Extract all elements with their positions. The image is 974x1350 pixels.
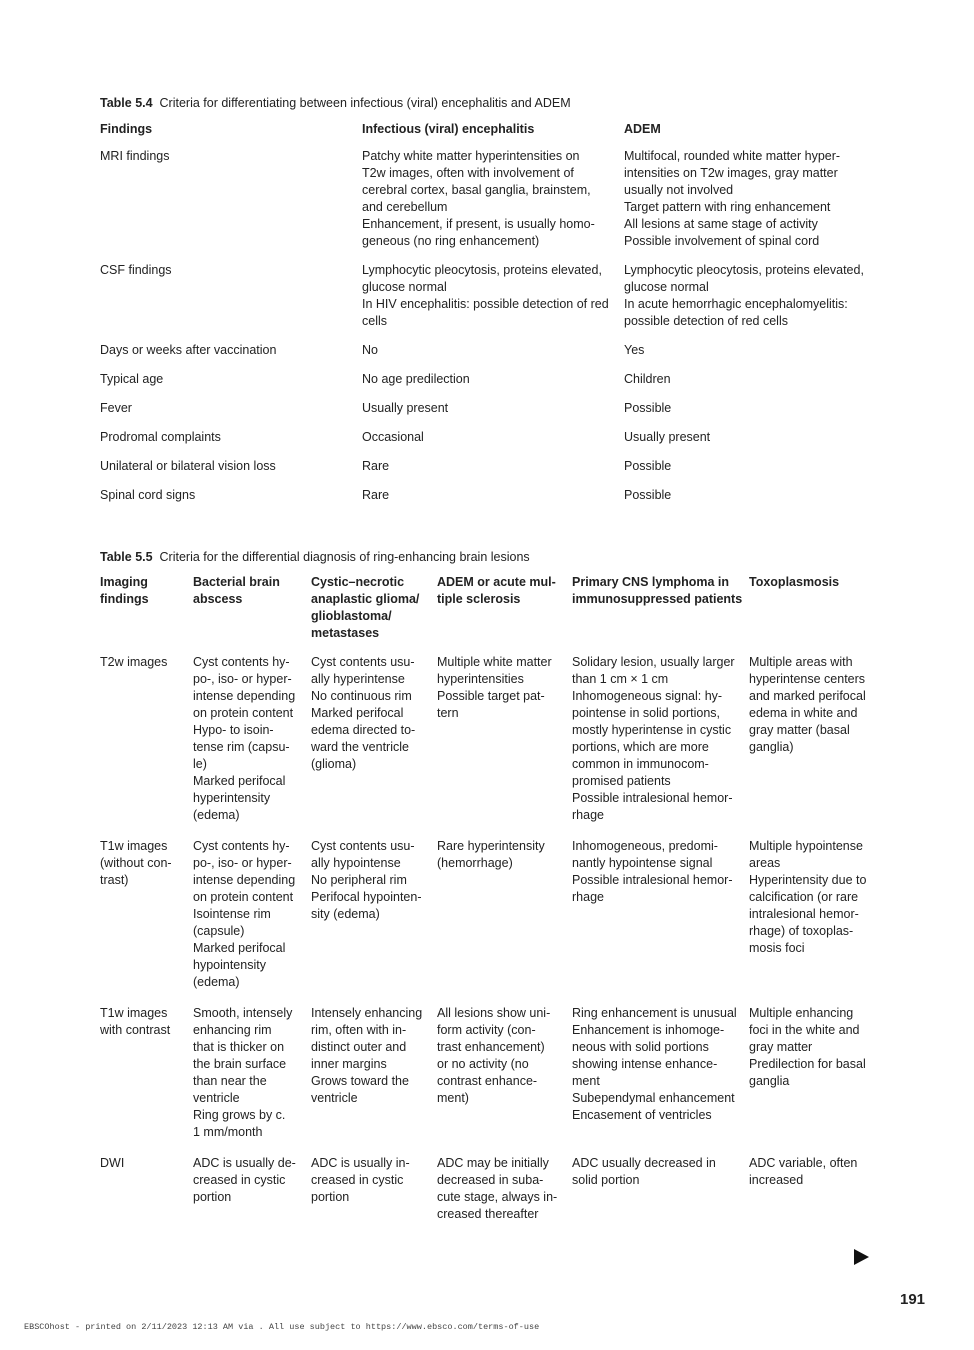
cell-text-line: Encasement of ventricles: [572, 1108, 712, 1122]
cell-text-line: solid portion: [572, 1173, 640, 1187]
table-row: [100, 148, 890, 262]
cell-text-line: Possible: [624, 401, 672, 415]
table-cell: [624, 342, 890, 371]
cell-text-line: No continuous rim: [311, 689, 412, 703]
table-cell: [362, 371, 624, 400]
cell-text-line: ment): [437, 1091, 469, 1105]
cell-text-line: common in immunocom-: [572, 757, 709, 771]
cell-text-line: 1 mm/month: [193, 1125, 263, 1139]
table-cell: [362, 400, 624, 429]
cell-text-line: abscess: [193, 592, 243, 606]
cell-text-line: Fever: [100, 401, 132, 415]
cell-text-line: edema in white and: [749, 706, 858, 720]
table-header-row: [100, 121, 890, 148]
cell-text-line: (without con-: [100, 856, 172, 870]
cell-text-line: pointense in solid portions,: [572, 706, 721, 720]
cell-text-line: trast enhancement): [437, 1040, 545, 1054]
cell-text-line: mosis foci: [749, 941, 805, 955]
cell-text-line: Possible target pat-: [437, 689, 545, 703]
cell-text-line: sity (edema): [311, 907, 380, 921]
cell-text-line: than 1 cm × 1 cm: [572, 672, 669, 686]
cell-text-line: calcification (or rare: [749, 890, 859, 904]
cell-text-line: Children: [624, 372, 671, 386]
table-5-5-caption: [100, 550, 530, 564]
cell-text-line: gray matter: [749, 1040, 813, 1054]
column-header: [437, 574, 572, 654]
column-header: [572, 574, 749, 654]
cell-text-line: cerebral cortex, basal ganglia, brainstem,: [362, 183, 591, 197]
cell-text-line: Marked perifocal: [311, 706, 404, 720]
cell-text-line: Bacterial brain: [193, 575, 280, 589]
table-cell: [311, 1155, 437, 1237]
table-cell: [572, 1155, 749, 1237]
cell-text-line: hyperintensities: [437, 672, 524, 686]
table-cell: [437, 654, 572, 838]
column-header: [193, 574, 311, 654]
table-row: [100, 654, 890, 838]
cell-text-line: cells: [362, 314, 388, 328]
cell-text-line: po-, iso- or hyper-: [193, 672, 292, 686]
column-header: Findings: [100, 122, 153, 136]
cell-text-line: mostly hyperintense in cystic: [572, 723, 732, 737]
column-header: Infectious (viral) encephalitis: [362, 122, 535, 136]
cell-text-line: immunosuppressed patients: [572, 592, 743, 606]
cell-text-line: Grows toward the: [311, 1074, 409, 1088]
cell-text-line: edema directed to-: [311, 723, 416, 737]
cell-text-line: Ring enhancement is unusual: [572, 1006, 737, 1020]
cell-text-line: (edema): [193, 808, 240, 822]
table-cell: [624, 371, 890, 400]
table-cell: [311, 838, 437, 1005]
table-cell: [624, 487, 890, 516]
cell-text-line: with contrast: [100, 1023, 171, 1037]
table-cell: [193, 838, 311, 1005]
cell-text-line: portions, which are more: [572, 740, 709, 754]
table-row: [100, 487, 890, 516]
table-row: [100, 342, 890, 371]
table-cell: [100, 1005, 193, 1155]
table-cell: [749, 654, 890, 838]
cell-text-line: No peripheral rim: [311, 873, 407, 887]
cell-text-line: Multiple areas with: [749, 655, 853, 669]
table-5-4: [100, 121, 890, 516]
cell-text-line: ADC is usually in-: [311, 1156, 410, 1170]
table-cell: [749, 838, 890, 1005]
table-cell: [749, 1155, 890, 1237]
table-cell: [624, 429, 890, 458]
cell-text-line: No age predilection: [362, 372, 470, 386]
cell-text-line: CSF findings: [100, 263, 172, 277]
page-number: 191: [900, 1291, 926, 1308]
cell-text-line: (glioma): [311, 757, 357, 771]
table-caption-text: Criteria for the differential diagnosis of ring-enhancing brain lesions: [159, 550, 530, 564]
table-cell: [100, 429, 362, 458]
cell-text-line: Ring grows by c.: [193, 1108, 286, 1122]
cell-text-line: nantly hypointense signal: [572, 856, 713, 870]
cell-text-line: areas: [749, 856, 781, 870]
column-header: [311, 574, 437, 654]
cell-text-line: that is thicker on: [193, 1040, 285, 1054]
cell-text-line: T2w images: [100, 655, 168, 669]
cell-text-line: on protein content: [193, 890, 294, 904]
cell-text-line: Perifocal hypointen-: [311, 890, 422, 904]
triangle-right-icon: [854, 1249, 869, 1265]
cell-text-line: ally hyperintense: [311, 672, 405, 686]
cell-text-line: Multifocal, rounded white matter hyper-: [624, 149, 841, 163]
cell-text-line: No: [362, 343, 378, 357]
cell-text-line: le): [193, 757, 207, 771]
table-cell: [749, 1005, 890, 1155]
table-cell: [624, 458, 890, 487]
cell-text-line: T1w images: [100, 1006, 168, 1020]
table-header-row: [100, 574, 890, 654]
cell-text-line: Solidary lesion, usually larger: [572, 655, 735, 669]
cell-text-line: and cerebellum: [362, 200, 448, 214]
cell-text-line: Rare hyperintensity: [437, 839, 545, 853]
cell-text-line: increased: [749, 1173, 804, 1187]
cell-text-line: Primary CNS lymphoma in: [572, 575, 729, 589]
table-5-4-caption: [100, 96, 571, 110]
cell-text-line: tiple sclerosis: [437, 592, 521, 606]
table-row: [100, 262, 890, 342]
cell-text-line: Cyst contents hy-: [193, 655, 290, 669]
cell-text-line: Patchy white matter hyperintensities on: [362, 149, 580, 163]
cell-text-line: Hypo- to isoin-: [193, 723, 274, 737]
cell-text-line: enhancing rim: [193, 1023, 272, 1037]
cell-text-line: neous with solid portions: [572, 1040, 709, 1054]
cell-text-line: hyperintense centers: [749, 672, 866, 686]
table-row: [100, 371, 890, 400]
table-cell: [193, 1155, 311, 1237]
cell-text-line: or no activity (no: [437, 1057, 529, 1071]
cell-text-line: Usually present: [624, 430, 711, 444]
cell-text-line: ventricle: [193, 1091, 240, 1105]
cell-text-line: Typical age: [100, 372, 164, 386]
cell-text-line: on protein content: [193, 706, 294, 720]
cell-text-line: portion: [193, 1190, 232, 1204]
cell-text-line: Enhancement, if present, is usually homo-: [362, 217, 595, 231]
table-cell: [572, 838, 749, 1005]
cell-text-line: tern: [437, 706, 459, 720]
cell-text-line: Cyst contents hy-: [193, 839, 290, 853]
cell-text-line: creased thereafter: [437, 1207, 539, 1221]
cell-text-line: Intensely enhancing: [311, 1006, 423, 1020]
cell-text-line: hypointensity: [193, 958, 266, 972]
cell-text-line: Inhomogeneous signal: hy-: [572, 689, 723, 703]
table-cell: [100, 148, 362, 262]
table-cell: [362, 487, 624, 516]
cell-text-line: Possible involvement of spinal cord: [624, 234, 820, 248]
cell-text-line: ally hypointense: [311, 856, 401, 870]
table-cell: [362, 429, 624, 458]
cell-text-line: anaplastic glioma/: [311, 592, 420, 606]
cell-text-line: Yes: [624, 343, 645, 357]
cell-text-line: MRI findings: [100, 149, 170, 163]
cell-text-line: Imaging: [100, 575, 148, 589]
cell-text-line: findings: [100, 592, 149, 606]
table-cell: [572, 654, 749, 838]
column-header: [749, 574, 890, 654]
cell-text-line: Possible: [624, 488, 672, 502]
table-row: [100, 400, 890, 429]
table-number: Table 5.5: [100, 550, 153, 564]
table-cell: [100, 487, 362, 516]
cell-text-line: than near the: [193, 1074, 267, 1088]
cell-text-line: T2w images, often with involvement of: [362, 166, 574, 180]
cell-text-line: ADC may be initially: [437, 1156, 549, 1170]
cell-text-line: ADC variable, often: [749, 1156, 858, 1170]
table-row: [100, 838, 890, 1005]
cell-text-line: Inhomogeneous, predomi-: [572, 839, 718, 853]
cell-text-line: Rare: [362, 459, 390, 473]
cell-text-line: Lymphocytic pleocytosis, proteins elevated,: [362, 263, 602, 277]
cell-text-line: showing intense enhance-: [572, 1057, 718, 1071]
cell-text-line: Cyst contents usu-: [311, 839, 415, 853]
print-footer: EBSCOhost - printed on 2/11/2023 12:13 AM via . All use subject to https://www.ebsco.com/terms-of-use: [24, 1322, 540, 1332]
cell-text-line: Possible: [624, 459, 672, 473]
table-cell: [624, 262, 890, 342]
cell-text-line: Rare: [362, 488, 390, 502]
cell-text-line: Marked perifocal: [193, 941, 286, 955]
cell-text-line: Smooth, intensely: [193, 1006, 293, 1020]
cell-text-line: creased in cystic: [193, 1173, 286, 1187]
table-cell: [193, 1005, 311, 1155]
cell-text-line: rhage: [572, 808, 604, 822]
cell-text-line: ganglia): [749, 740, 794, 754]
cell-text-line: Toxoplasmosis: [749, 575, 840, 589]
cell-text-line: tense rim (capsu-: [193, 740, 290, 754]
cell-text-line: promised patients: [572, 774, 671, 788]
table-cell: [437, 1005, 572, 1155]
cell-text-line: ADEM or acute mul-: [437, 575, 556, 589]
cell-text-line: metastases: [311, 626, 380, 640]
cell-text-line: rhage: [572, 890, 604, 904]
cell-text-line: glioblastoma/: [311, 609, 392, 623]
cell-text-line: glucose normal: [624, 280, 709, 294]
cell-text-line: Subependymal enhancement: [572, 1091, 735, 1105]
cell-text-line: geneous (no ring enhancement): [362, 234, 540, 248]
cell-text-line: Lymphocytic pleocytosis, proteins elevated,: [624, 263, 864, 277]
cell-text-line: Possible intralesional hemor-: [572, 873, 733, 887]
cell-text-line: hyperintensity: [193, 791, 271, 805]
cell-text-line: Possible intralesional hemor-: [572, 791, 733, 805]
table-row: [100, 429, 890, 458]
cell-text-line: ward the ventricle: [311, 740, 409, 754]
cell-text-line: Cystic–necrotic: [311, 575, 405, 589]
cell-text-line: cute stage, always in-: [437, 1190, 558, 1204]
cell-text-line: the brain surface: [193, 1057, 287, 1071]
cell-text-line: foci in the white and: [749, 1023, 860, 1037]
cell-text-line: possible detection of red cells: [624, 314, 788, 328]
cell-text-line: Marked perifocal: [193, 774, 286, 788]
table-cell: [437, 1155, 572, 1237]
cell-text-line: In acute hemorrhagic encephalomyelitis:: [624, 297, 848, 311]
cell-text-line: po-, iso- or hyper-: [193, 856, 292, 870]
cell-text-line: Predilection for basal: [749, 1057, 866, 1071]
column-header: ADEM: [624, 122, 661, 136]
table-cell: [100, 654, 193, 838]
cell-text-line: form activity (con-: [437, 1023, 536, 1037]
table-row: [100, 458, 890, 487]
cell-text-line: ADC usually decreased in: [572, 1156, 716, 1170]
table-cell: [362, 458, 624, 487]
cell-text-line: decreased in suba-: [437, 1173, 544, 1187]
cell-text-line: intense depending: [193, 873, 296, 887]
cell-text-line: ventricle: [311, 1091, 358, 1105]
table-5-5: [100, 574, 890, 1237]
cell-text-line: rim, often with in-: [311, 1023, 407, 1037]
table-cell: [100, 838, 193, 1005]
cell-text-line: Usually present: [362, 401, 449, 415]
cell-text-line: In HIV encephalitis: possible detection of red: [362, 297, 609, 311]
cell-text-line: T1w images: [100, 839, 168, 853]
cell-text-line: portion: [311, 1190, 350, 1204]
table-cell: [100, 400, 362, 429]
column-header: [100, 574, 193, 654]
cell-text-line: Multiple hypointense: [749, 839, 863, 853]
cell-text-line: rhage) of toxoplas-: [749, 924, 854, 938]
cell-text-line: Enhancement is inhomoge-: [572, 1023, 725, 1037]
cell-text-line: Isointense rim: [193, 907, 271, 921]
cell-text-line: Cyst contents usu-: [311, 655, 415, 669]
table-cell: [100, 262, 362, 342]
table-cell: [362, 342, 624, 371]
cell-text-line: contrast enhance-: [437, 1074, 538, 1088]
cell-text-line: Multiple white matter: [437, 655, 552, 669]
cell-text-line: distinct outer and: [311, 1040, 407, 1054]
cell-text-line: (hemorrhage): [437, 856, 513, 870]
cell-text-line: DWI: [100, 1156, 125, 1170]
cell-text-line: intense depending: [193, 689, 296, 703]
cell-text-line: and marked perifocal: [749, 689, 866, 703]
table-cell: [572, 1005, 749, 1155]
cell-text-line: gray matter (basal: [749, 723, 850, 737]
table-cell: [624, 148, 890, 262]
cell-text-line: All lesions show uni-: [437, 1006, 551, 1020]
table-row: [100, 1155, 890, 1237]
table-cell: [100, 342, 362, 371]
cell-text-line: Prodromal complaints: [100, 430, 221, 444]
cell-text-line: (edema): [193, 975, 240, 989]
table-cell: [624, 400, 890, 429]
cell-text-line: Occasional: [362, 430, 424, 444]
cell-text-line: All lesions at same stage of activity: [624, 217, 818, 231]
cell-text-line: usually not involved: [624, 183, 734, 197]
table-cell: [100, 371, 362, 400]
table-cell: [311, 1005, 437, 1155]
cell-text-line: ment: [572, 1074, 600, 1088]
table-cell: [100, 1155, 193, 1237]
cell-text-line: intralesional hemor-: [749, 907, 859, 921]
cell-text-line: Multiple enhancing: [749, 1006, 854, 1020]
cell-text-line: Unilateral or bilateral vision loss: [100, 459, 276, 473]
cell-text-line: Hyperintensity due to: [749, 873, 867, 887]
cell-text-line: ADC is usually de-: [193, 1156, 296, 1170]
table-caption-text: Criteria for differentiating between infectious (viral) encephalitis and ADEM: [159, 96, 571, 110]
table-cell: [311, 654, 437, 838]
cell-text-line: (capsule): [193, 924, 245, 938]
table-row: [100, 1005, 890, 1155]
cell-text-line: inner margins: [311, 1057, 387, 1071]
table-number: Table 5.4: [100, 96, 153, 110]
cell-text-line: creased in cystic: [311, 1173, 404, 1187]
table-cell: [362, 262, 624, 342]
cell-text-line: glucose normal: [362, 280, 447, 294]
cell-text-line: Spinal cord signs: [100, 488, 196, 502]
cell-text-line: intensities on T2w images, gray matter: [624, 166, 838, 180]
cell-text-line: Days or weeks after vaccination: [100, 343, 277, 357]
cell-text-line: trast): [100, 873, 129, 887]
cell-text-line: Target pattern with ring enhancement: [624, 200, 831, 214]
table-cell: [193, 654, 311, 838]
cell-text-line: ganglia: [749, 1074, 790, 1088]
table-cell: [437, 838, 572, 1005]
table-cell: [362, 148, 624, 262]
table-cell: [100, 458, 362, 487]
